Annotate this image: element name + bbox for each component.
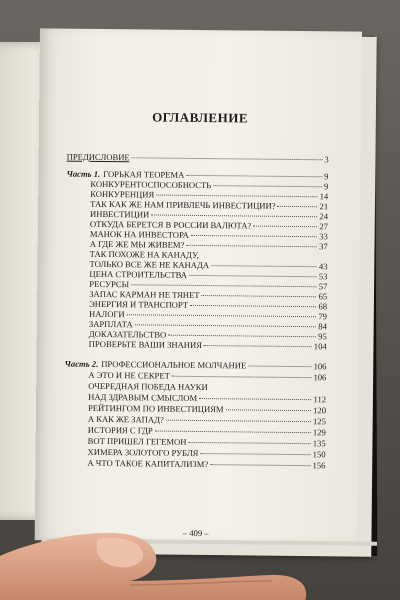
leader-dots — [210, 464, 310, 466]
toc-page-number: 156 — [312, 460, 326, 471]
toc-label: ИСТОРИЯ С ГДР — [87, 424, 153, 436]
leader-dots — [172, 376, 312, 378]
toc-page-number: 84 — [318, 321, 327, 332]
toc-page-number: 65 — [318, 291, 328, 302]
leader-dots — [127, 314, 317, 317]
toc-page-number: 21 — [319, 201, 329, 212]
leader-dots — [135, 324, 317, 327]
leader-dots — [188, 442, 310, 444]
toc-label: ОТКУДА БЕРЕТСЯ В РОССИИ ВАЛЮТА? — [89, 218, 252, 231]
leader-dots — [201, 295, 316, 297]
toc-page-number: 104 — [313, 341, 327, 352]
toc-page-number: 3 — [324, 154, 329, 165]
toc-page-number: 57 — [318, 281, 328, 292]
toc-page-number: 9 — [324, 171, 329, 182]
toc-row — [89, 339, 327, 351]
part-prefix: Часть 2. — [64, 358, 99, 369]
toc-label: КОНКУРЕНТОСПОСОБНОСТЬ — [90, 178, 212, 191]
toc-label: ПРОФЕССИОНАЛЬНОЕ МОЛЧАНИЕ — [101, 358, 247, 371]
leader-dots — [151, 214, 317, 217]
toc-label: РЕСУРСЫ — [89, 278, 130, 290]
toc-page-number: 120 — [313, 405, 327, 416]
leader-dots — [204, 345, 312, 347]
page-number-folio: – 409 – — [182, 527, 209, 539]
toc-label: МАНОК НА ИНВЕСТОРА — [89, 228, 189, 240]
leader-dots — [278, 206, 318, 207]
toc-page-number: 106 — [313, 361, 327, 372]
toc-page-number: 112 — [313, 394, 327, 405]
toc-label: НАЛОГИ — [88, 308, 125, 320]
toc-label: А ЭТО И НЕ СЕКРЕТ — [88, 369, 170, 381]
leader-dots — [186, 175, 322, 177]
toc-label: ХИМЕРА ЗОЛОТОГО РУБЛЯ — [87, 446, 199, 458]
hand-fingers-shape — [0, 533, 306, 600]
toc-row — [87, 458, 325, 470]
toc-label: НАД ЗДРАВЫМ СМЫСЛОМ — [88, 391, 198, 403]
toc-label: ТАК КАК ЖЕ НАМ ПРИВЛЕЧЬ ИНВЕСТИЦИИ? — [90, 198, 276, 211]
toc-label: А КАК ЖЕ ЗАПАД? — [87, 413, 164, 425]
part-prefix: Часть 1. — [66, 168, 101, 179]
leader-dots — [156, 195, 317, 198]
toc-label: ДОКАЗАТЕЛЬСТВО — [88, 328, 167, 340]
toc-page — [35, 28, 362, 543]
toc-page-number: 43 — [318, 261, 328, 272]
toc-page-number: 106 — [313, 372, 327, 383]
toc-label: ПРОВЕРЬТЕ ВАШИ ЗНАНИЯ — [88, 338, 203, 351]
toc-title: ОГЛАВЛЕНИЕ — [152, 109, 249, 126]
hand-image — [0, 505, 310, 600]
toc-page-number: 125 — [312, 416, 326, 427]
toc-page-number: 68 — [318, 301, 328, 312]
leader-dots — [253, 226, 317, 228]
toc-page-number: 150 — [312, 449, 326, 460]
toc-label: ТОЛЬКО ВСЕ ЖЕ НЕ КАНАДА — [89, 258, 210, 271]
leader-dots — [211, 265, 317, 267]
toc-page-number: 9 — [324, 181, 329, 192]
leader-dots — [186, 245, 317, 247]
toc-label: КОНКУРЕНЦИЯ — [90, 188, 155, 200]
toc-page-number: 24 — [319, 211, 329, 222]
leader-dots — [168, 335, 316, 338]
leader-dots — [131, 284, 317, 287]
toc-page-number: 37 — [319, 241, 328, 252]
leader-dots — [191, 235, 317, 237]
leader-dots — [132, 157, 323, 160]
leader-dots — [190, 305, 316, 307]
toc-label: РЕЙТИНГОМ ПО ИНВЕСТИЦИЯМ — [87, 402, 224, 415]
toc-label: ЗАПАС КАРМАН НЕ ТЯНЕТ — [89, 288, 200, 300]
toc-page-number: 135 — [312, 438, 326, 449]
toc-row-preface — [67, 152, 329, 165]
toc-label: ГОРЬКАЯ ТЕОРЕМА — [103, 168, 185, 180]
toc-label: ТАК ПОХОЖЕ НА КАНАДУ, — [89, 248, 199, 260]
toc-label: А ГДЕ ЖЕ МЫ ЖИВЕМ? — [89, 238, 185, 250]
leader-dots — [213, 185, 322, 187]
leader-dots — [226, 409, 312, 411]
toc-label: А ЧТО ТАКОЕ КАПИТАЛИЗМ? — [87, 457, 209, 470]
toc-page-number: 53 — [318, 271, 328, 282]
leader-dots — [166, 420, 311, 423]
leader-dots — [199, 398, 311, 400]
toc-page-number: 27 — [319, 221, 329, 232]
leader-dots — [189, 275, 317, 277]
toc-label: ВОТ ПРИШЕЛ ГЕГЕМОН — [87, 435, 187, 447]
toc-label: ОЧЕРЕДНАЯ ПОБЕДА НАУКИ — [88, 380, 208, 393]
toc-page-number: 95 — [318, 331, 327, 342]
toc-page-number: 14 — [319, 191, 329, 202]
toc-page-number: 79 — [318, 311, 328, 322]
leader-dots — [155, 431, 311, 434]
toc-page-number: 129 — [312, 427, 326, 438]
toc-label: ПРЕДИСЛОВИЕ — [66, 151, 130, 163]
leader-dots — [200, 453, 310, 455]
toc-label: ЗАРПЛАТА — [88, 318, 133, 330]
toc-page-number: 33 — [319, 231, 328, 242]
toc-label: ИНВЕСТИЦИИ — [90, 208, 150, 220]
leader-dots — [248, 366, 311, 368]
toc-label: ЭНЕРГИЯ И ТРАНСПОРТ — [89, 298, 189, 310]
toc-label: ЦЕНА СТРОИТЕЛЬСТВА — [89, 268, 188, 280]
